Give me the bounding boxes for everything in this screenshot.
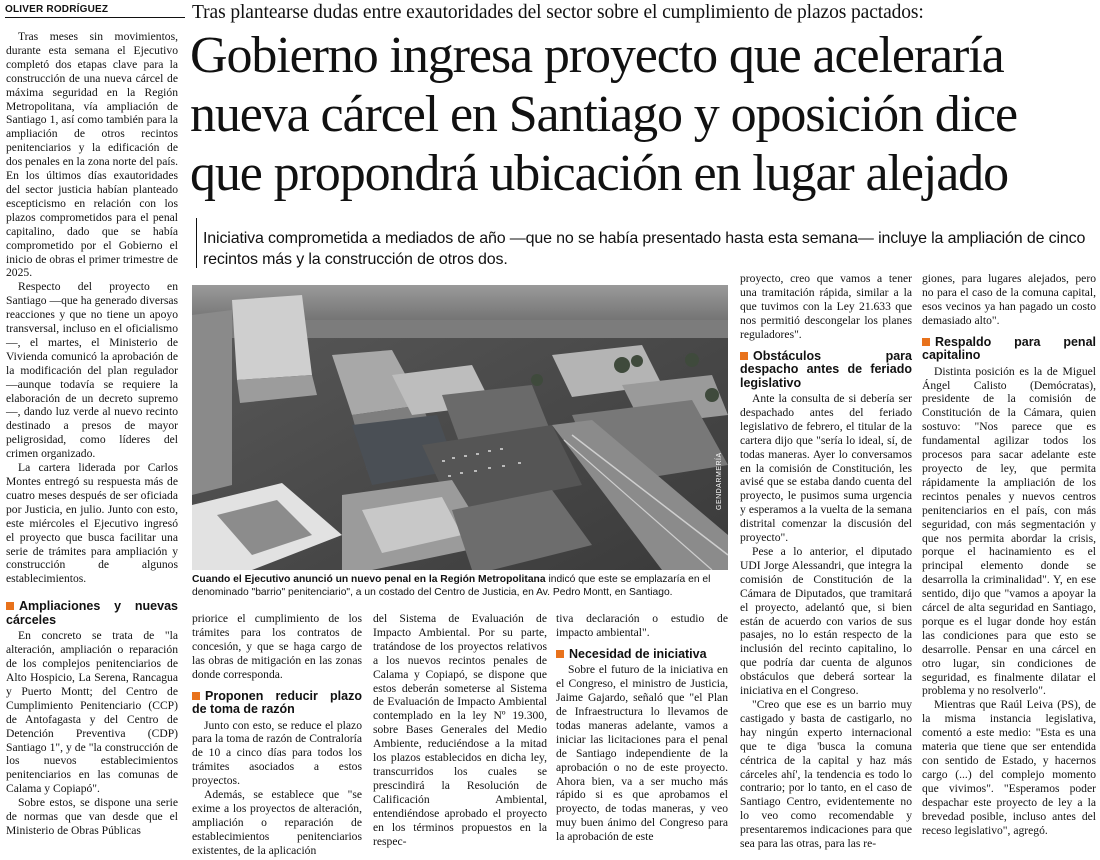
paragraph: Sobre el futuro de la iniciativa en el Congreso, el ministro de Justicia, Jaime Gajardo, señaló que "el Plan de Infraestructura lo llevamos de todas maneras adelante, vamos a iniciar las licitaciones para el penal de Santiago independiente de la aprobación o no de este proyecto. Ahora bien, va a ser mucho más rápido si es que aprobamos el proyecto, de todas maneras, y veo muy buen ánimo del Congreso para la aprobación de este bbox=[556, 663, 728, 844]
paragraph: Tras meses sin movimientos, durante esta semana el Ejecutivo completó dos etapas clave para la construcción de una nueva cárcel de máxima seguridad en la Región Metropolitana, vía ampliación de Santiago 1, así como también para la ampliación de otros recintos penitenciarios y la edificación de dos penales en la zona norte del país. En los últimos días exautoridades del sector justicia habían planteado escepticismo en relación con los plazos comprometidos para el penal capitalino, dado que se había comprometido por el Gobierno el inicio de obras el primer trimestre de 2025. bbox=[6, 30, 178, 280]
paragraph: Respecto del proyecto en Santiago —que ha generado diversas reacciones y que no tiene un apoyo transversal, incluso en el oficialismo—, el martes, el Ministerio de Vivienda comunicó la aprobación de la modificación del plan regulador —aunque todavía se requiere la elaboración de un decreto supremo—, dando luz verde al nuevo recinto destinado a presos de mayor peligrosidad, como líderes del crimen organizado. bbox=[6, 280, 178, 461]
column-2 bbox=[192, 612, 362, 858]
paragraph: Pese a lo anterior, el diputado UDI Jorge Alessandri, que integra la comisión de Constitución de la Cámara de Diputados, que tramitará el proyecto, adelantó que, si bien están de acuerdo con varios de sus pasajes, no lo están respecto de la inclusión del recinto capitalino, lo que podría dar cuenta de algunos obstáculos que deberá sortear la iniciativa en el Congreso. bbox=[740, 545, 912, 698]
subheading: Necesidad de iniciativa bbox=[556, 648, 728, 662]
column-1 bbox=[6, 30, 178, 838]
headline-line-2: nueva cárcel en Santiago y oposición dice bbox=[190, 86, 1018, 143]
paragraph: proyecto, creo que vamos a tener una tramitación rápida, similar a la que tuvimos con la Ley 21.633 que nos permitió descongelar los planes reguladores". bbox=[740, 272, 912, 341]
orange-square-icon bbox=[192, 692, 200, 700]
paragraph: En concreto se trata de "la alteración, ampliación o reparación de los complejos penitenciarios de Alto Hospicio, La Serena, Rancagua y Puerto Montt; del Centro de Cumplimiento Penitenciario (CCP) de Antofagasta y del Centro de Detención Preventiva (CDP) Santiago 1", y de "la construcción de los nuevos establecimientos penitenciarios en las comunas de Calama y Copiapó". bbox=[6, 629, 178, 796]
caption-text: indicó que este se emplazaría en el denominado "barrio" penitenciario", a un costado del Centro de Justicia, en Av. Pedro Montt, en Santiago. bbox=[192, 574, 711, 598]
paragraph: "Creo que ese es un barrio muy castigado y basta de castigarlo, no hay ningún experto internacional que te diga 'busca la comuna céntrica de la capital y haz más cárceles ahí', la tendencia es todo lo contrario; por lo tanto, en el caso de Santiago Centro, evidentemente no lo veo como recomendable y presentaremos indicaciones para que sea para las otras, para las re- bbox=[740, 697, 912, 851]
kicker: Tras plantearse dudas entre exautoridades del sector sobre el cumplimiento de plazos pactados: bbox=[192, 2, 924, 23]
column-3 bbox=[373, 612, 547, 848]
paragraph: Distinta posición es la de Miguel Ángel Calisto (Demócratas), presidente de la comisión de Constitución de la Cámara, quien sostuvo: "Nos parece que es fundamental agilizar todos los procesos para sacar adelante este proyecto de ley, que permita rápidamente la ampliación de los recintos penales y nuevos centros penitenciarios en el país, con más seguridad, con más segmentación y que nos permita abordar la crisis, porque el hacinamiento es el principal elemento donde se desarrolla la criminalidad". Y, en ese sentido, dijo que "vamos a apoyar la cárcel de alta seguridad en Santiago, porque es el lugar donde hoy están las condiciones para que esto se desarrolle. Pensar en una cárcel en otro lugar, sin condiciones de seguridad, es finalmente dilatar el problema y no resolverlo". bbox=[922, 364, 1096, 698]
paragraph: giones, para lugares alejados, pero no para el caso de la comuna capital, esos vecinos ya han pagado un costo demasiado alto". bbox=[922, 272, 1096, 327]
headline-line-3: que propondrá ubicación en lugar alejado bbox=[190, 145, 1008, 202]
byline: OLIVER RODRÍGUEZ bbox=[5, 4, 185, 18]
paragraph: Además, se establece que "se exime a los proyectos de alteración, ampliación o reparación de establecimientos penitenciarios existentes, de la aplicación bbox=[192, 788, 362, 857]
subheading: Respaldo para penal capitalino bbox=[922, 334, 1096, 363]
column-3b bbox=[556, 612, 728, 844]
orange-square-icon bbox=[922, 338, 930, 346]
paragraph: priorice el cumplimiento de los trámites para los contratos de concesión, y que se haga cargo de las obras de mitigación en las zonas donde corresponda. bbox=[192, 612, 362, 681]
paragraph: Sobre estos, se dispone una serie de normas que van desde que el Ministerio de Obras Públicas bbox=[6, 796, 178, 837]
paragraph: tiva declaración o estudio de impacto ambiental". bbox=[556, 612, 728, 639]
photo-prison-aerial bbox=[192, 285, 728, 570]
photo-caption bbox=[192, 573, 728, 599]
subheading: Obstáculos para despacho antes de feriado legislativo bbox=[740, 348, 912, 390]
subheading: Proponen reducir plazo de toma de razón bbox=[192, 688, 362, 717]
photo-credit: GENDARMERÍA bbox=[716, 452, 723, 510]
column-4 bbox=[740, 272, 912, 851]
paragraph: del Sistema de Evaluación de Impacto Ambiental. Por su parte, tratándose de los proyectos relativos a los nuevos recintos penales de Calama y Copiapó, se dispone que estos deberán someterse al Sistema de Evaluación de Impacto Ambiental contemplado en la ley Nº 19.300, sobre Bases Generales del Medio Ambiente, reduciéndose a la mitad los plazos establecidos en dicha ley, transcurridos los cuales se prescindirá la Resolución de Calificación Ambiental, entendiéndose aprobado el proyecto en los términos propuestos en la respec- bbox=[373, 612, 547, 848]
deck: Iniciativa comprometida a mediados de año —que no se había presentado hasta esta semana— incluye la ampliación de cinco recintos más y la construcción de otros dos. bbox=[203, 230, 1086, 268]
orange-square-icon bbox=[740, 352, 748, 360]
paragraph: Junto con esto, se reduce el plazo para la toma de razón de Contraloría de 10 a cinco días para todos los trámites asociados a estos proyectos. bbox=[192, 718, 362, 788]
subheading: Ampliaciones y nuevas cárceles bbox=[6, 599, 178, 627]
headline-line-1: Gobierno ingresa proyecto que aceleraría bbox=[190, 27, 1004, 84]
column-5 bbox=[922, 272, 1096, 837]
deck-rule bbox=[196, 218, 197, 268]
orange-square-icon bbox=[556, 650, 564, 658]
paragraph: Mientras que Raúl Leiva (PS), de la misma instancia legislativa, comentó a este medio: "Esta es una materia que tiene que ser entendida con sentido de Estado, y hacernos cargo (...) del complejo momento que vivimos". "Esperamos poder despachar este proyecto de ley a la brevedad posible, incluso antes del receso legislativo", agregó. bbox=[922, 698, 1096, 837]
caption-bold: Cuando el Ejecutivo anunció un nuevo penal en la Región Metropolitana bbox=[192, 574, 546, 585]
headline bbox=[190, 26, 1100, 203]
paragraph: La cartera liderada por Carlos Montes entregó su respuesta más de cuatro meses después de ser oficiada por Justicia, en julio. Junto con esto, este miércoles el Ejecutivo ingresó el proyecto que busca facilitar una serie de trámites para ampliación y construcción de algunos establecimientos. bbox=[6, 461, 178, 586]
orange-square-icon bbox=[6, 602, 14, 610]
aerial-photo-illustration bbox=[192, 285, 728, 570]
paragraph: Ante la consulta de si debería ser despachado antes del feriado legislativo de febrero, el titular de la cartera dijo que "sería lo ideal, sí, de todas maneras. Ayer lo conversamos en la comisión de Constitución, les avisé que se estaba dando cuenta del proyecto, le pusimos suma urgencia y esperamos a la vuelta de la semana distrital comenzar la discusión del proyecto". bbox=[740, 392, 912, 545]
